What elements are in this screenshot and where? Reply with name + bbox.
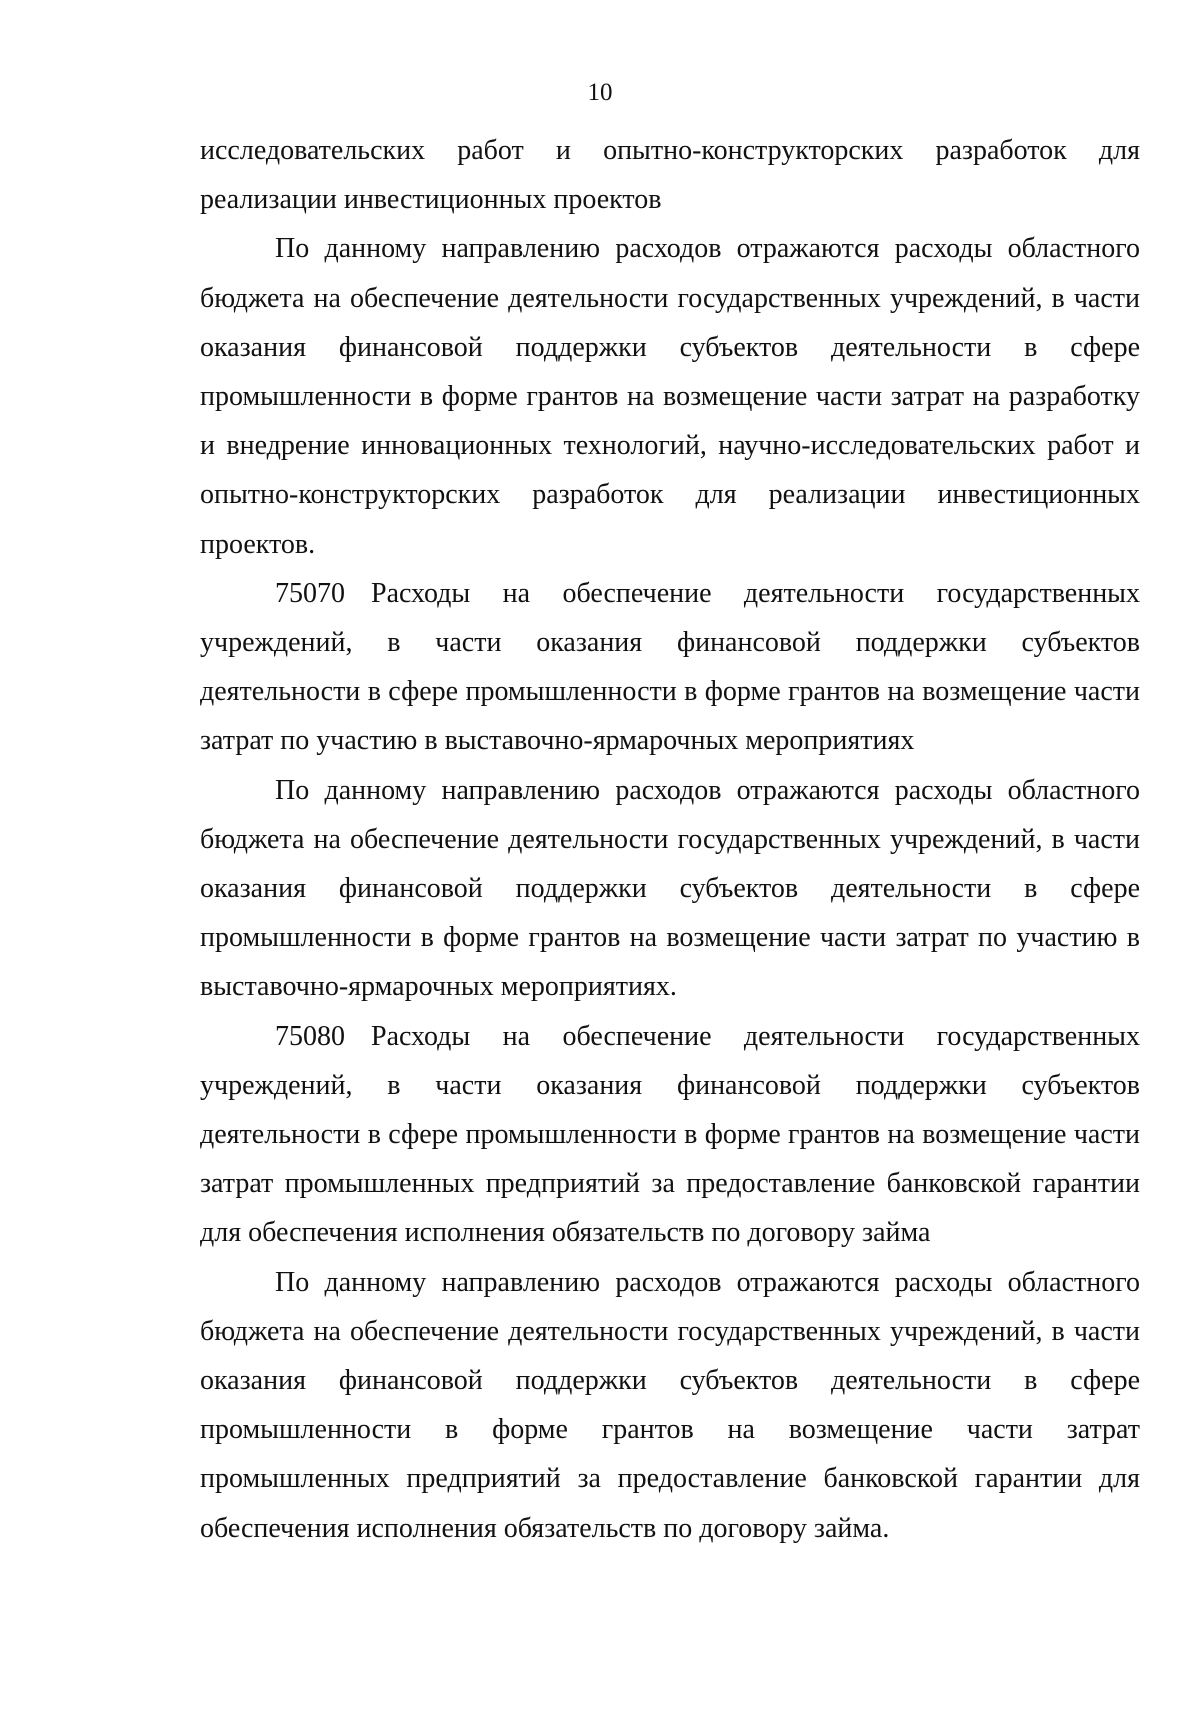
- paragraph-text: По данному направлению расходов отражаются расходы областного бюджета на обеспечение деятельности государственных учреждений, в части оказания финансовой поддержки субъектов деятельности в сфере промышленности в форме грантов на возмещение части затрат по участию в выставочно-ярмарочных мероприятиях.: [200, 774, 1140, 1003]
- paragraph-text: исследовательских работ и опытно-конструкторских разработок для реализации инвестиционных проектов: [200, 135, 1140, 216]
- paragraph-description: [200, 766, 1140, 1012]
- paragraph-continuation: [200, 126, 1140, 224]
- page-number: 10: [587, 79, 613, 106]
- paragraph-text: Расходы на обеспечение деятельности государственных учреждений, в части оказания финансовой поддержки субъектов деятельности в сфере промышленности в форме грантов на возмещение части затрат по участию в выставочно-ярмарочных мероприятиях: [200, 577, 1140, 757]
- expense-code: 75070: [275, 577, 345, 609]
- paragraph-text: По данному направлению расходов отражаются расходы областного бюджета на обеспечение деятельности государственных учреждений, в части оказания финансовой поддержки субъектов деятельности в сфере промышленности в форме грантов на возмещение части затрат промышленных предприятий за предоставление банковской гарантии для обеспечения исполнения обязательств по договору займа.: [200, 1266, 1140, 1544]
- paragraph-description: [200, 224, 1140, 568]
- expense-code: 75080: [275, 1020, 345, 1052]
- paragraph-text: По данному направлению расходов отражаются расходы областного бюджета на обеспечение деятельности государственных учреждений, в части оказания финансовой поддержки субъектов деятельности в сфере промышленности в форме грантов на возмещение части затрат на разработку и внедрение инновационных технологий, научно-исследовательских работ и опытно-конструкторских разработок для реализации инвестиционных проектов.: [200, 233, 1140, 560]
- document-body: [200, 126, 1140, 1553]
- paragraph-description: [200, 1258, 1140, 1553]
- paragraph-expense-item: [200, 1012, 1140, 1258]
- paragraph-text: Расходы на обеспечение деятельности государственных учреждений, в части оказания финансовой поддержки субъектов деятельности в сфере промышленности в форме грантов на возмещение части затрат промышленных предприятий за предоставление банковской гарантии для обеспечения исполнения обязательств по договору займа: [200, 1020, 1140, 1249]
- paragraph-expense-item: [200, 569, 1140, 766]
